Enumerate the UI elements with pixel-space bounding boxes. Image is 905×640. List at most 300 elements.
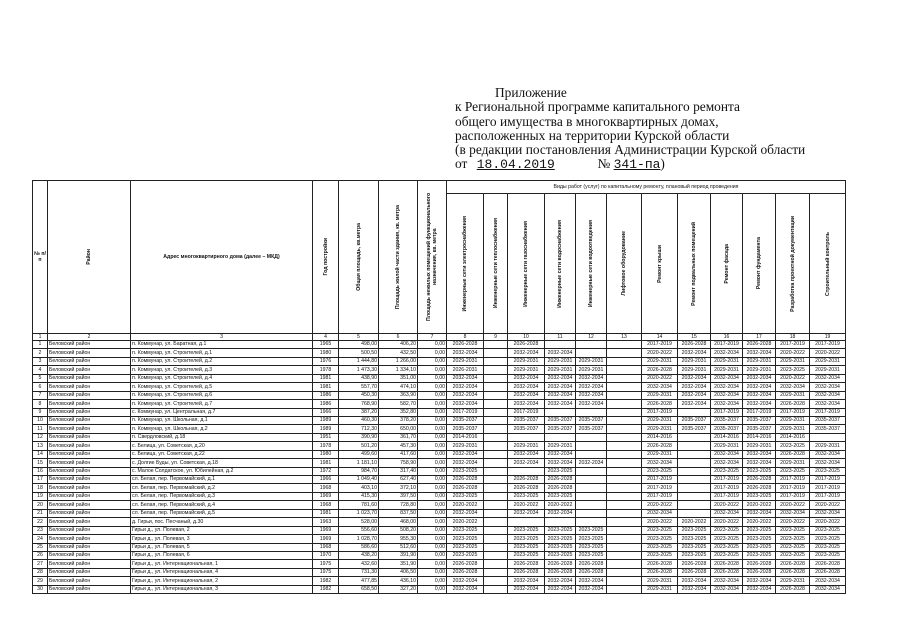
cell-total-area: 415,30 xyxy=(339,492,379,500)
cell-work-water: 2026-2028 xyxy=(545,476,576,484)
cell-work-roof: 2023-2025 xyxy=(642,526,678,534)
cell-work-water xyxy=(545,518,576,526)
cell-work-construction-control: 2032-2034 xyxy=(810,459,846,467)
cell-work-basement xyxy=(678,433,711,441)
cell-work-construction-control: 2017-2019 xyxy=(810,492,846,500)
cell-work-water: 2023-2025 xyxy=(545,467,576,475)
cell-work-design-docs: 2014-2016 xyxy=(776,433,810,441)
cell-work-construction-control: 2017-2019 xyxy=(810,341,846,349)
cell-work-elevator xyxy=(607,585,642,593)
cell-district: Беловский район xyxy=(48,383,131,391)
cell-row-number: 8 xyxy=(33,400,48,408)
cell-work-heating xyxy=(484,509,508,517)
cell-work-sewage xyxy=(576,467,607,475)
cell-work-gas xyxy=(508,467,545,475)
column-number: 17 xyxy=(743,334,776,341)
cell-work-design-docs: 2023-2025 xyxy=(776,467,810,475)
cell-work-foundation: 2026-2028 xyxy=(743,560,776,568)
cell-work-foundation: 2035-2037 xyxy=(743,425,776,433)
cell-work-basement: 2023-2025 xyxy=(678,543,711,551)
cell-work-elevator xyxy=(607,476,642,484)
cell-living-area: 432,50 xyxy=(379,349,418,357)
cell-work-roof: 2020-2022 xyxy=(642,374,678,382)
cell-work-electric: 2032-2034 xyxy=(447,400,484,408)
cell-build-year: 1978 xyxy=(313,442,339,450)
table-row xyxy=(33,526,846,534)
cell-work-basement: 2023-2025 xyxy=(678,551,711,559)
cell-work-roof: 2026-2028 xyxy=(642,442,678,450)
cell-living-area: 582,70 xyxy=(379,400,418,408)
cell-work-basement: 2035-2037 xyxy=(678,425,711,433)
table-row xyxy=(33,442,846,450)
cell-work-gas: 2032-2034 xyxy=(508,391,545,399)
cell-work-gas: 2026-2028 xyxy=(508,476,545,484)
cell-work-construction-control xyxy=(810,433,846,441)
cell-row-number: 30 xyxy=(33,585,48,593)
cell-work-water: 2032-2034 xyxy=(545,400,576,408)
cell-row-number: 29 xyxy=(33,577,48,585)
table-row xyxy=(33,357,846,365)
cell-total-area: 460,30 xyxy=(339,416,379,424)
cell-work-construction-control: 2032-2034 xyxy=(810,383,846,391)
cell-district: Беловский район xyxy=(48,357,131,365)
cell-work-facade: 2029-2031 xyxy=(711,357,743,365)
cell-work-facade: 2032-2034 xyxy=(711,450,743,458)
cell-work-facade: 2032-2034 xyxy=(711,577,743,585)
cell-work-electric: 2032-2034 xyxy=(447,459,484,467)
cell-work-water: 2032-2034 xyxy=(545,349,576,357)
cell-work-sewage xyxy=(576,408,607,416)
cell-district: Беловский район xyxy=(48,543,131,551)
cell-common-area: 0,00 xyxy=(418,400,447,408)
cell-work-sewage: 2023-2025 xyxy=(576,551,607,559)
cell-work-gas: 2032-2034 xyxy=(508,459,545,467)
cell-living-area: 468,00 xyxy=(379,518,418,526)
cell-work-electric: 2020-2022 xyxy=(447,518,484,526)
cell-work-facade: 2032-2034 xyxy=(711,391,743,399)
cell-work-construction-control: 2026-2028 xyxy=(810,560,846,568)
cell-address: с. Долгие Буды, ул. Советская, д.18 xyxy=(131,459,313,467)
cell-address: п. Коммунар, ул. Строителей, д.1 xyxy=(131,349,313,357)
table-row xyxy=(33,459,846,467)
cell-work-design-docs: 2017-2019 xyxy=(776,492,810,500)
cell-work-water: 2032-2034 xyxy=(545,509,576,517)
cell-district: Беловский район xyxy=(48,535,131,543)
cell-work-heating xyxy=(484,585,508,593)
cell-work-electric: 2032-2034 xyxy=(447,450,484,458)
cell-work-design-docs: 2023-2025 xyxy=(776,366,810,374)
cell-work-facade: 2032-2034 xyxy=(711,383,743,391)
cell-work-electric: 2035-2037 xyxy=(447,416,484,424)
cell-living-area: 955,30 xyxy=(379,535,418,543)
cell-work-electric: 2026-2028 xyxy=(447,560,484,568)
cell-common-area: 0,00 xyxy=(418,383,447,391)
cell-common-area: 0,00 xyxy=(418,425,447,433)
cell-total-area: 984,70 xyxy=(339,467,379,475)
cell-work-electric: 2023-2025 xyxy=(447,543,484,551)
cell-work-foundation: 2023-2025 xyxy=(743,467,776,475)
cell-work-foundation: 2032-2034 xyxy=(743,383,776,391)
cell-work-electric: 2032-2034 xyxy=(447,509,484,517)
document-header xyxy=(455,86,875,173)
cell-work-electric: 2026-2028 xyxy=(447,568,484,576)
cell-work-construction-control: 2032-2034 xyxy=(810,585,846,593)
cell-total-area: 731,30 xyxy=(339,568,379,576)
column-number: 9 xyxy=(484,334,508,341)
cell-work-foundation: 2020-2022 xyxy=(743,518,776,526)
cell-work-water: 2032-2034 xyxy=(545,577,576,585)
cell-common-area: 0,00 xyxy=(418,501,447,509)
cell-work-foundation: 2032-2034 xyxy=(743,374,776,382)
cell-common-area: 0,00 xyxy=(418,518,447,526)
cell-row-number: 19 xyxy=(33,492,48,500)
cell-build-year: 1966 xyxy=(313,408,339,416)
cell-work-heating xyxy=(484,577,508,585)
cell-work-elevator xyxy=(607,560,642,568)
cell-work-heating xyxy=(484,459,508,467)
cell-work-construction-control: 2023-2025 xyxy=(810,543,846,551)
col-header-common-area: Площадь нежилых помещений функционального назначения, кв. метра xyxy=(418,181,447,334)
cell-work-sewage: 2029-2031 xyxy=(576,357,607,365)
cell-work-gas: 2026-2028 xyxy=(508,484,545,492)
cell-work-facade: 2017-2019 xyxy=(711,492,743,500)
cell-work-facade: 2032-2034 xyxy=(711,400,743,408)
cell-living-area: 351,00 xyxy=(379,374,418,382)
cell-total-area: 586,60 xyxy=(339,543,379,551)
cell-build-year: 1975 xyxy=(313,560,339,568)
cell-address: Гирьи д., ул. Интернациональная, 1 xyxy=(131,560,313,568)
cell-work-gas: 2017-2019 xyxy=(508,408,545,416)
cell-work-basement xyxy=(678,509,711,517)
cell-work-electric: 2026-2028 xyxy=(447,341,484,349)
cell-work-roof: 2017-2019 xyxy=(642,408,678,416)
cell-district: Беловский район xyxy=(48,585,131,593)
cell-work-heating xyxy=(484,433,508,441)
table-row xyxy=(33,467,846,475)
cell-work-roof: 2017-2019 xyxy=(642,492,678,500)
cell-address: п. Коммунар, ул. Баратная, д.1 xyxy=(131,341,313,349)
cell-work-elevator xyxy=(607,391,642,399)
cell-work-foundation: 2029-2031 xyxy=(743,442,776,450)
col-header-work-4: Инженерные сети водоснабжения xyxy=(545,194,576,334)
cell-work-elevator xyxy=(607,442,642,450)
cell-work-heating xyxy=(484,551,508,559)
cell-work-foundation: 2023-2025 xyxy=(743,551,776,559)
cell-district: Беловский район xyxy=(48,366,131,374)
cell-work-electric: 2026-2031 xyxy=(447,366,484,374)
cell-work-facade: 2026-2028 xyxy=(711,568,743,576)
table-row xyxy=(33,476,846,484)
cell-work-roof: 2020-2022 xyxy=(642,518,678,526)
table-row xyxy=(33,383,846,391)
cell-work-facade: 2023-2025 xyxy=(711,535,743,543)
cell-build-year: 1989 xyxy=(313,416,339,424)
cell-work-design-docs: 2029-2031 xyxy=(776,577,810,585)
cell-row-number: 1 xyxy=(33,341,48,349)
table-row xyxy=(33,560,846,568)
cell-district: Беловский район xyxy=(48,400,131,408)
cell-address: д. Гирьи, пос. Песчаный, д.30 xyxy=(131,518,313,526)
cell-work-roof: 2032-2034 xyxy=(642,509,678,517)
cell-work-elevator xyxy=(607,543,642,551)
column-number: 18 xyxy=(776,334,810,341)
cell-district: Беловский район xyxy=(48,526,131,534)
cell-living-area: 317,40 xyxy=(379,467,418,475)
cell-common-area: 0,00 xyxy=(418,476,447,484)
cell-work-basement xyxy=(678,484,711,492)
table-row xyxy=(33,501,846,509)
cell-row-number: 6 xyxy=(33,383,48,391)
cell-living-area: 728,80 xyxy=(379,501,418,509)
cell-work-sewage xyxy=(576,433,607,441)
col-header-district: Район xyxy=(48,181,131,334)
closing-paren: ) xyxy=(660,156,665,172)
cell-work-gas: 2023-2025 xyxy=(508,492,545,500)
column-number: 11 xyxy=(545,334,576,341)
cell-build-year: 1966 xyxy=(313,476,339,484)
cell-work-gas: 2029-2031 xyxy=(508,357,545,365)
cell-build-year: 1965 xyxy=(313,341,339,349)
cell-work-basement: 2026-2028 xyxy=(678,560,711,568)
cell-address: сл. Белая, пер. Первомайский, д.4 xyxy=(131,501,313,509)
cell-work-roof: 2032-2034 xyxy=(642,383,678,391)
cell-work-elevator xyxy=(607,400,642,408)
column-number: 10 xyxy=(508,334,545,341)
cell-work-elevator xyxy=(607,357,642,365)
cell-work-heating xyxy=(484,526,508,534)
cell-common-area: 0,00 xyxy=(418,585,447,593)
cell-work-heating xyxy=(484,543,508,551)
resolution-date: 18.04.2019 xyxy=(476,157,555,173)
cell-work-roof: 2026-2028 xyxy=(642,400,678,408)
cell-work-basement: 2029-2031 xyxy=(678,357,711,365)
cell-address: п. Коммунар, ул. Строителей, д.4 xyxy=(131,374,313,382)
column-number: 13 xyxy=(607,334,642,341)
cell-work-design-docs: 2020-2022 xyxy=(776,349,810,357)
cell-total-area: 403,10 xyxy=(339,484,379,492)
cell-work-gas xyxy=(508,433,545,441)
cell-work-elevator xyxy=(607,374,642,382)
cell-row-number: 15 xyxy=(33,459,48,467)
cell-total-area: 450,30 xyxy=(339,391,379,399)
cell-address: Гирьи д., ул. Полевая, 3 xyxy=(131,535,313,543)
cell-work-water: 2023-2025 xyxy=(545,526,576,534)
cell-work-facade: 2032-2034 xyxy=(711,509,743,517)
cell-work-design-docs: 2023-2025 xyxy=(776,526,810,534)
cell-work-sewage xyxy=(576,442,607,450)
cell-build-year: 1978 xyxy=(313,366,339,374)
col-header-work-1: Инженерные сети электроснабжения xyxy=(447,194,484,334)
cell-work-heating xyxy=(484,467,508,475)
cell-work-sewage: 2023-2025 xyxy=(576,526,607,534)
cell-living-area: 397,50 xyxy=(379,492,418,500)
cell-build-year: 1989 xyxy=(313,425,339,433)
cell-living-area: 406,50 xyxy=(379,568,418,576)
column-number: 7 xyxy=(418,334,447,341)
cell-work-roof: 2023-2025 xyxy=(642,535,678,543)
cell-work-elevator xyxy=(607,416,642,424)
col-header-work-9: Ремонт фасада xyxy=(711,194,743,334)
cell-build-year: 1969 xyxy=(313,535,339,543)
cell-work-electric: 2032-2034 xyxy=(447,577,484,585)
cell-work-foundation: 2032-2034 xyxy=(743,349,776,357)
number-prefix: № xyxy=(597,156,611,172)
cell-work-foundation: 2029-2031 xyxy=(743,357,776,365)
table-row xyxy=(33,450,846,458)
column-number: 1 xyxy=(33,334,48,341)
cell-work-water xyxy=(545,341,576,349)
cell-work-roof: 2029-2031 xyxy=(642,357,678,365)
cell-living-area: 352,80 xyxy=(379,408,418,416)
cell-work-roof: 2029-2031 xyxy=(642,391,678,399)
cell-work-roof: 2020-2022 xyxy=(642,501,678,509)
cell-total-area: 500,50 xyxy=(339,349,379,357)
cell-total-area: 556,60 xyxy=(339,526,379,534)
cell-work-electric: 2026-2028 xyxy=(447,484,484,492)
cell-work-design-docs: 2029-2031 xyxy=(776,391,810,399)
cell-total-area: 499,60 xyxy=(339,450,379,458)
cell-work-foundation: 2023-2025 xyxy=(743,535,776,543)
cell-district: Беловский район xyxy=(48,476,131,484)
cell-work-design-docs: 2029-2031 xyxy=(776,416,810,424)
cell-common-area: 0,00 xyxy=(418,433,447,441)
cell-work-foundation: 2026-2028 xyxy=(743,341,776,349)
cell-address: с. Малое Солдатское, ул. Юбилейная, д.2 xyxy=(131,467,313,475)
cell-build-year: 1972 xyxy=(313,467,339,475)
cell-work-sewage: 2032-2034 xyxy=(576,400,607,408)
column-number-row xyxy=(33,334,846,341)
cell-work-electric: 2032-2034 xyxy=(447,349,484,357)
cell-work-construction-control: 2026-2028 xyxy=(810,568,846,576)
cell-work-gas: 2032-2034 xyxy=(508,349,545,357)
cell-build-year: 1968 xyxy=(313,484,339,492)
cell-work-construction-control: 2029-2031 xyxy=(810,357,846,365)
cell-work-roof: 2029-2031 xyxy=(642,577,678,585)
cell-work-foundation: 2032-2034 xyxy=(743,400,776,408)
table-row xyxy=(33,391,846,399)
cell-total-area: 1 028,70 xyxy=(339,535,379,543)
cell-work-construction-control: 2023-2025 xyxy=(810,551,846,559)
cell-work-elevator xyxy=(607,425,642,433)
cell-work-heating xyxy=(484,400,508,408)
cell-row-number: 22 xyxy=(33,518,48,526)
cell-work-sewage xyxy=(576,509,607,517)
repair-program-table xyxy=(32,180,846,594)
cell-work-design-docs: 2026-2028 xyxy=(776,568,810,576)
cell-work-elevator xyxy=(607,577,642,585)
cell-work-water: 2032-2034 xyxy=(545,585,576,593)
cell-total-area: 1 181,10 xyxy=(339,459,379,467)
cell-work-water: 2023-2025 xyxy=(545,492,576,500)
cell-row-number: 13 xyxy=(33,442,48,450)
cell-address: п. Коммунар, ул. Школьная, д.2 xyxy=(131,425,313,433)
cell-address: Гирьи д., ул. Полевая, 5 xyxy=(131,543,313,551)
table-row xyxy=(33,408,846,416)
cell-work-electric: 2029-2031 xyxy=(447,357,484,365)
cell-work-elevator xyxy=(607,450,642,458)
cell-living-area: 361,70 xyxy=(379,433,418,441)
table-row xyxy=(33,484,846,492)
cell-work-heating xyxy=(484,383,508,391)
cell-work-sewage xyxy=(576,341,607,349)
cell-work-basement: 2023-2025 xyxy=(678,535,711,543)
cell-work-construction-control: 2023-2025 xyxy=(810,526,846,534)
cell-row-number: 5 xyxy=(33,374,48,382)
cell-district: Беловский район xyxy=(48,484,131,492)
cell-work-gas: 2026-2028 xyxy=(508,568,545,576)
cell-work-roof: 2029-2031 xyxy=(642,416,678,424)
cell-common-area: 0,00 xyxy=(418,416,447,424)
cell-work-construction-control: 2029-2031 xyxy=(810,442,846,450)
cell-work-design-docs: 2017-2019 xyxy=(776,341,810,349)
cell-total-area: 658,50 xyxy=(339,585,379,593)
cell-work-water: 2029-2031 xyxy=(545,366,576,374)
cell-work-construction-control: 2023-2025 xyxy=(810,535,846,543)
cell-row-number: 10 xyxy=(33,416,48,424)
cell-work-basement: 2023-2025 xyxy=(678,526,711,534)
cell-work-elevator xyxy=(607,383,642,391)
cell-work-facade: 2020-2022 xyxy=(711,518,743,526)
cell-work-construction-control: 2035-2037 xyxy=(810,416,846,424)
col-header-work-5: Инженерные сети водоотведения xyxy=(576,194,607,334)
cell-work-design-docs: 2026-2028 xyxy=(776,585,810,593)
cell-work-heating xyxy=(484,476,508,484)
cell-work-sewage: 2026-2028 xyxy=(576,568,607,576)
cell-work-heating xyxy=(484,560,508,568)
cell-living-area: 436,10 xyxy=(379,577,418,585)
cell-work-design-docs: 2032-2034 xyxy=(776,383,810,391)
cell-work-heating xyxy=(484,492,508,500)
cell-work-roof: 2032-2034 xyxy=(642,459,678,467)
cell-common-area: 0,00 xyxy=(418,509,447,517)
cell-district: Беловский район xyxy=(48,459,131,467)
cell-work-construction-control: 2032-2034 xyxy=(810,509,846,517)
table-row xyxy=(33,400,846,408)
cell-work-basement xyxy=(678,476,711,484)
cell-work-water: 2032-2034 xyxy=(545,374,576,382)
cell-work-design-docs: 2029-2031 xyxy=(776,425,810,433)
col-header-num: № п/п xyxy=(33,181,48,334)
cell-work-gas: 2032-2034 xyxy=(508,577,545,585)
cell-work-roof: 2026-2028 xyxy=(642,560,678,568)
cell-work-heating xyxy=(484,349,508,357)
resolution-number: 341-па xyxy=(613,157,661,173)
cell-work-gas: 2023-2025 xyxy=(508,543,545,551)
cell-work-elevator xyxy=(607,509,642,517)
header-line: общего имущества в многоквартирных домах, xyxy=(455,113,719,129)
cell-work-foundation: 2026-2028 xyxy=(743,484,776,492)
cell-work-foundation: 2023-2025 xyxy=(743,492,776,500)
cell-build-year: 1969 xyxy=(313,492,339,500)
cell-living-area: 372,10 xyxy=(379,484,418,492)
cell-work-electric: 2032-2034 xyxy=(447,383,484,391)
cell-work-design-docs: 2020-2022 xyxy=(776,374,810,382)
cell-work-roof: 2023-2025 xyxy=(642,551,678,559)
cell-work-electric: 2023-2025 xyxy=(447,467,484,475)
cell-work-facade: 2032-2034 xyxy=(711,459,743,467)
cell-work-facade: 2035-2037 xyxy=(711,425,743,433)
cell-living-area: 378,20 xyxy=(379,416,418,424)
cell-work-heating xyxy=(484,341,508,349)
table-row xyxy=(33,433,846,441)
cell-work-sewage: 2029-2031 xyxy=(576,366,607,374)
cell-work-construction-control: 2032-2034 xyxy=(810,374,846,382)
col-header-year: Год постройки xyxy=(313,181,339,334)
cell-build-year: 1976 xyxy=(313,357,339,365)
cell-work-sewage xyxy=(576,450,607,458)
cell-work-elevator xyxy=(607,341,642,349)
cell-row-number: 4 xyxy=(33,366,48,374)
